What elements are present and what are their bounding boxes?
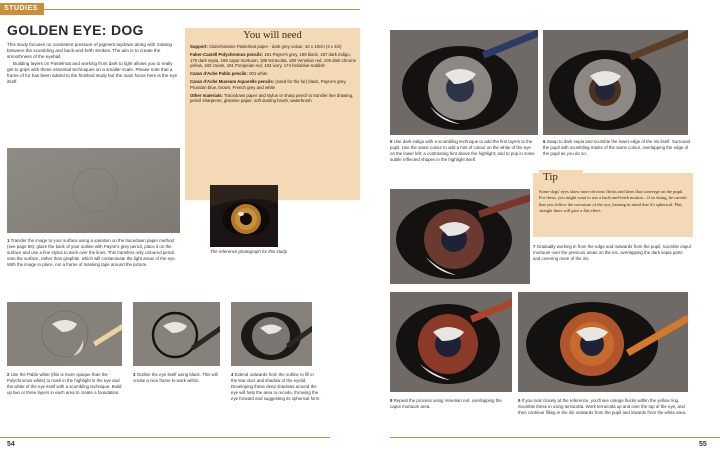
page-number-right: 55 bbox=[699, 441, 707, 448]
reference-photo bbox=[210, 185, 278, 247]
step8-caption: 8 Repeat the process using Venetian red, overlapping the caput mortuum area. bbox=[390, 398, 502, 409]
page-title: GOLDEN EYE: DOG bbox=[7, 22, 144, 38]
step5-caption: 5 Use dark indigo with a scumbling technique to add the first layers to the pupil. Use the same colour to add a hint of colour on the white of the eye on the lower left; a contrasting hint above the highlight; and to pop in some subtle reflected shapes in the highlight itself. bbox=[390, 139, 535, 162]
you-will-need-title: You will need bbox=[243, 30, 302, 41]
reference-caption: The reference photograph for this study. bbox=[210, 249, 288, 254]
step7-caption: 7 Gradually working in from the edge and outwards from the pupil, scumble caput mortuum over the previous areas on the iris, overlapping the dark sepia parts and covering more of the iris. bbox=[533, 244, 691, 261]
footer-rule-right bbox=[390, 437, 720, 438]
step1-caption: 1 Transfer the image to your surface using a variation on the tracedown paper method (see page 56): glaze the back of your outline with Payne's grey pencil, place it on the surface and use a fine stylus to work over the lines. This transfers only coloured pencil onto the surface, rather than graphite, which will contaminate the light areas of the eye. With the image in place, run a frame of masking tape around the picture. bbox=[7, 238, 176, 267]
step4-photo bbox=[231, 302, 312, 366]
step2-caption: 2 Use the Pablo white (this is more opaque than the Polychromos white) to mark in the highlight in the eye and the white of the eye itself with a scumbling technique. Build up two or three layers in each area to create a foundation. bbox=[7, 372, 122, 395]
intro-text bbox=[7, 42, 179, 85]
step2-photo bbox=[7, 302, 122, 366]
section-tab: STUDIES bbox=[0, 3, 44, 15]
pablo-line: Caran d'Ache Pablo pencils: 001 white bbox=[190, 71, 268, 77]
step6-caption: 6 Swap to dark sepia and scumble the lower edge of the iris itself. Surround the pupil with scumbling marks of the same colour, overlapping the edge of the pupil as you do so. bbox=[543, 139, 690, 156]
header-rule bbox=[44, 9, 360, 10]
page-number-left: 54 bbox=[7, 441, 15, 448]
step3-photo bbox=[133, 302, 220, 366]
step5-photo bbox=[390, 30, 538, 135]
step8-photo bbox=[390, 292, 512, 392]
footer-rule-left bbox=[0, 437, 330, 438]
step9-photo bbox=[518, 292, 688, 392]
intro-paragraph-1: This study focuses on consistent pressure of pigment laydown along with rotating between the scumbling and back-and-forth strokes. The aim is to create the smoothness of the eyeball. bbox=[7, 42, 172, 60]
tip-label: Tip bbox=[539, 170, 583, 184]
you-will-need-box bbox=[185, 28, 360, 200]
faber-line: Faber-Castell Polychromos pencils: 181 Payne's grey, 199 black, 157 dark indigo, 175 dark sepia, 169 caput mortuum, 186 terracotta, 190 Venetian red, 109 dark chrome yellow, 182 cream, 191 Pompeian red, 103 ivory, 174 helioblue-reddish bbox=[190, 51, 357, 69]
step3-caption: 3 Outline the eye itself using black. This will create a nice frame to work within. bbox=[133, 372, 218, 383]
step7-photo bbox=[390, 189, 530, 284]
intro-paragraph-2: Building layers on Pastelmat and working from dark to light allows you to really get to grips with these essential techniques on a smaller scale. Please note that a frame of fur has been added to the finished study but the main focus here is the eye itself. bbox=[7, 60, 178, 85]
tip-text: Some dogs' eyes show more obvious flecks and lines that converge on the pupil. For these, you might want to use a back-and-forth motion – if so doing, be careful that you follow the curvature of the eye, bearing in mind that it's spherical. Flat, straight lines will give a flat effect. bbox=[539, 189, 687, 213]
step9-caption: 9 If you look closely at the reference, you'll see orange flecks within the yellow ring. Scumble these in using terracotta. Work terracotta up and over the top of the eye, and then continue filling in the iris outwards from the pupil and inwards from the white area. bbox=[518, 398, 687, 415]
step6-photo bbox=[543, 30, 688, 135]
museum-line: Caran d'Ache Museum Aquarelle pencils: (used for the fur) black, Payne's grey, Prussian blue, brown, French grey and white bbox=[190, 78, 347, 90]
step1-photo bbox=[7, 148, 180, 233]
materials-list bbox=[190, 44, 356, 104]
step4-caption: 4 Extend outwards from the outline to fill in the tear duct and shadow of the eyelid. Developing these deep shadows around the eye will help the area to recede, throwing the eye forward and suggesting its spherical form. bbox=[231, 372, 321, 401]
support-line: Support: Clairefontaine Pastelmat paper - dark grey colour, 10 x 10cm (4 x 4in) bbox=[190, 44, 342, 49]
other-materials-line: Other materials: Tracedown paper and stylus or sharp pencil to transfer line drawing, pencil sharpener, glassine paper, soft dusting brush, waterbrush bbox=[190, 92, 354, 104]
